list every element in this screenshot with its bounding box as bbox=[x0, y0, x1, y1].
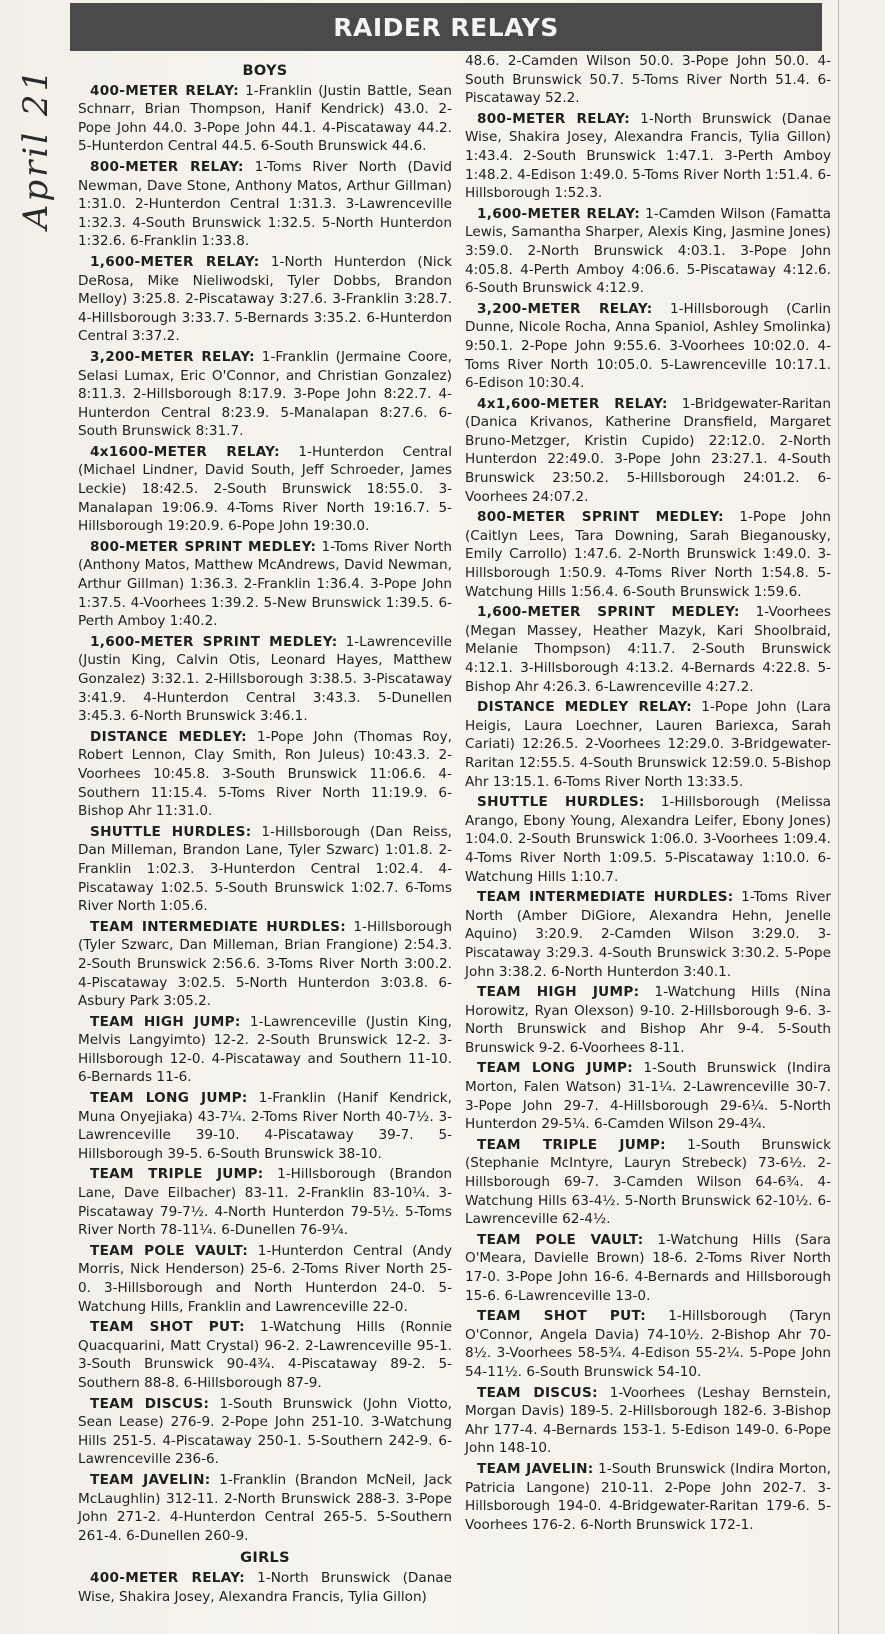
event-results: 1-Pope John (Caitlyn Lees, Tara Downing, Sarah Bieganousky, Emily Carrollo) 1:47.6. 2-North Brunswick 1:49.0. 3-Hillsborough 1:50.9. 4-Toms River North 1:54.8. 5-Watchung Hills 1:56.4. 6-South Brunswick 1:59.6. bbox=[465, 509, 831, 600]
result-entry bbox=[78, 253, 452, 346]
event-name: 400-METER RELAY: bbox=[90, 82, 239, 99]
result-entry bbox=[465, 205, 831, 298]
event-name: 1,600-METER RELAY: bbox=[90, 253, 260, 270]
event-name: SHUTTLE HURDLES: bbox=[90, 823, 252, 840]
boys-results-list bbox=[78, 82, 452, 1546]
result-entry bbox=[78, 443, 452, 536]
result-entry bbox=[78, 918, 452, 1011]
left-column bbox=[78, 60, 452, 1608]
event-name: 3,200-METER RELAY: bbox=[477, 300, 653, 317]
event-results: 1-North Brunswick (Danae Wise, Shakira Josey, Alexandra Francis, Tylia Gillon) bbox=[78, 1569, 453, 1605]
event-results: 1-Hillsborough (Melissa Arango, Ebony Young, Alexandra Leifer, Ebony Jones) 1:04.0. 2-South Brunswick 1:06.0. 3-Voorhees 1:09.4. 4-Toms River North 1:09.5. 5-Piscataway 1:10.0. 6-Watchung Hills 1:10.7. bbox=[465, 794, 832, 885]
event-name: TEAM LONG JUMP: bbox=[477, 1060, 634, 1077]
event-results: 1-North Hunterdon (Nick DeRosa, Mike Nieliwodski, Tyler Dobbs, Brandon Melloy) 3:25.8. 2-Piscataway 3:27.6. 3-Franklin 3:28.7. 4-Hillsborough 3:33.7. 5-Bernards 3:35.2. 6-Hunterdon Central 3:37.2. bbox=[78, 253, 452, 345]
event-results: 1-Hillsborough (Tyler Szwarc, Dan Milleman, Brian Frangione) 2:54.3. 2-South Brunswick 2:56.6. 3-Toms River North 3:00.2. 4-Piscataway 3:02.5. 5-North Hunterdon 3:03.8. 6-Asbury Park 3:05.2. bbox=[78, 918, 452, 1010]
result-entry bbox=[78, 348, 452, 441]
event-results: 1-Watchung Hills (Sara O'Meara, Davielle Brown) 18-6. 2-Toms River North 17-0. 3-Pope John 16-6. 4-Bernards and Hillsborough 15-6. 6-Lawrenceville 13-0. bbox=[465, 1231, 831, 1304]
event-results: 1-Franklin (Hanif Kendrick, Muna Onyejiaka) 43-7¼. 2-Toms River North 40-7½. 3-Lawrenceville 39-10. 4-Piscataway 39-7. 5-Hillsborough 39-5. 6-South Brunswick 38-10. bbox=[78, 1090, 452, 1162]
result-entry bbox=[465, 793, 831, 886]
result-entry bbox=[78, 1089, 452, 1163]
page-edge-line bbox=[838, 0, 839, 1634]
event-results: 1-South Brunswick (Stephanie McIntyre, Lauryn Strebeck) 73-6½. 2-Hillsborough 69-7. 3-Camden Wilson 64-6¾. 4-Watchung Hills 63-4½. 5-North Brunswick 62-10½. 6-Lawrenceville 62-4½. bbox=[465, 1136, 832, 1228]
result-entry bbox=[78, 823, 452, 916]
event-name: TEAM DISCUS: bbox=[477, 1384, 598, 1401]
event-results: 1-Voorhees (Megan Massey, Heather Mazyk, Kari Shoolbraid, Melanie Thompson) 4:11.7. 2-South Brunswick 4:12.1. 3-Hillsborough 4:13.2. 4-Bernards 4:22.8. 5-Bishop Ahr 4:26.3. 6-Lawrenceville 4:27.2. bbox=[465, 604, 831, 695]
result-entry bbox=[78, 1471, 452, 1545]
result-entry bbox=[78, 1318, 452, 1392]
event-results: 1-Voorhees (Leshay Bernstein, Morgan Davis) 189-5. 2-Hillsborough 182-6. 3-Bishop Ahr 177-4. 4-Bernards 153-1. 5-Edison 149-0. 6-Pope John 148-10. bbox=[465, 1384, 832, 1457]
event-name: TEAM TRIPLE JUMP: bbox=[90, 1166, 264, 1183]
event-name: TEAM POLE VAULT: bbox=[90, 1242, 249, 1259]
event-name: 800-METER RELAY: bbox=[477, 110, 630, 127]
result-entry bbox=[78, 1242, 452, 1316]
header-banner bbox=[70, 3, 822, 51]
result-continuation: 48.6. 2-Camden Wilson 50.0. 3-Pope John 50.0. 4-South Brunswick 50.7. 5-Toms River North 51.4. 6-Piscataway 52.2. bbox=[465, 53, 831, 107]
event-name: 4x1600-METER RELAY: bbox=[90, 443, 280, 460]
event-results: 1-Toms River North (Anthony Matos, Matthew McAndrews, David Newman, Arthur Gillman) 1:36.3. 2-Franklin 1:36.4. 3-Pope John 1:37.5. 4-Voorhees 1:39.2. 5-New Brunswick 1:39.5. 6-Perth Amboy 1:40.2. bbox=[78, 538, 452, 630]
event-results: 1-North Brunswick (Danae Wise, Shakira Josey, Alexandra Francis, Tylia Gillon) 1:43.4. 2-South Brunswick 1:47.1. 3-Perth Amboy 1:48.2. 4-Edison 1:49.0. 5-Toms River North 1:51.4. 6-Hillsborough 1:52.3. bbox=[465, 110, 832, 202]
event-name: 800-METER SPRINT MEDLEY: bbox=[90, 538, 317, 555]
event-results: 1-Bridgewater-Raritan (Danica Krivanos, Katherine Dransfield, Margaret Bruno-Metzger, Kristin Cupido) 22:12.0. 2-North Hunterdon 22:49.0. 3-Pope John 23:27.1. 4-South Brunswick 23:50.2. 5-Hillsborough 24:01.2. 6-Voorhees 24:07.2. bbox=[465, 395, 832, 505]
event-name: TEAM DISCUS: bbox=[90, 1395, 210, 1412]
event-results: 1-South Brunswick (John Viotto, Sean Lease) 276-9. 2-Pope John 251-10. 3-Watchung Hills 251-5. 4-Piscataway 250-1. 5-Southern 242-9. 6-Lawrenceville 236-6. bbox=[78, 1395, 452, 1468]
event-results: 1-Camden Wilson (Famatta Lewis, Samantha Sharper, Alexis King, Jasmine Jones) 3:59.0. 2-North Brunswick 4:03.1. 3-Pope John 4:05.8. 4-Perth Amboy 4:06.6. 5-Piscataway 4:12.6. 6-South Brunswick 4:12.9. bbox=[465, 205, 831, 297]
event-results: 1-Hillsborough (Taryn O'Connor, Angela Davia) 74-10½. 2-Bishop Ahr 70-8½. 3-Voorhees 58-5¾. 4-Edison 55-2¼. 5-Pope John 54-11½. 6-South Brunswick 54-10. bbox=[465, 1308, 831, 1380]
event-results: 1-Hillsborough (Brandon Lane, Dave Eilbacher) 83-11. 2-Franklin 83-10¼. 3-Piscataway 79-7½. 4-North Hunterdon 79-5½. 5-Toms River North 78-11¼. 6-Dunellen 76-9¼. bbox=[78, 1166, 452, 1239]
result-entry bbox=[78, 1013, 452, 1087]
event-name: TEAM POLE VAULT: bbox=[477, 1231, 644, 1248]
result-entry bbox=[465, 508, 831, 601]
event-results: 1-Hunterdon Central (Andy Morris, Nick Henderson) 25-6. 2-Toms River North 25-0. 3-Hillsborough and North Hunterdon 24-0. 5-Watchung Hills, Franklin and Lawrenceville 22-0. bbox=[78, 1242, 453, 1315]
result-entry bbox=[465, 888, 831, 981]
result-entry bbox=[465, 1231, 831, 1305]
event-results: 1-Pope John (Thomas Roy, Robert Lennon, Clay Smith, Ron Juleus) 10:43.3. 2-Voorhees 10:45.8. 3-South Brunswick 11:06.6. 4-Southern 11:15.4. 5-Toms River North 11:19.9. 6-Bishop Ahr 11:31.0. bbox=[78, 728, 452, 820]
event-results: 1-Lawrenceville (Justin King, Melvis Langyimto) 12-2. 2-South Brunswick 12-2. 3-Hillsborough 12-0. 4-Piscataway and Southern 11-10. 6-Bernards 11-6. bbox=[78, 1013, 452, 1086]
event-name: 4x1,600-METER RELAY: bbox=[477, 395, 668, 412]
event-results: 1-South Brunswick (Indira Morton, Falen Watson) 31-1¼. 2-Lawrenceville 30-7. 3-Pope John 29-7. 4-Hillsborough 29-6¼. 5-North Hunterdon 29-5¼. 6-Camden Wilson 29-4¾. bbox=[465, 1060, 831, 1133]
event-results: 1-Franklin (Jermaine Coore, Selasi Lumax, Eric O'Connor, and Christian Gonzalez) 8:11.3. 2-Hillsborough 8:17.9. 3-Pope John 8:22.7. 4-Hunterdon Central 8:23.9. 5-Manalapan 8:27.6. 6-South Brunswick 8:31.7. bbox=[78, 348, 452, 440]
event-name: TEAM INTERMEDIATE HURDLES: bbox=[477, 889, 734, 906]
result-entry bbox=[78, 1165, 452, 1239]
result-entry bbox=[78, 82, 452, 156]
event-name: TEAM JAVELIN: bbox=[477, 1460, 594, 1477]
event-results: 1-Franklin (Justin Battle, Sean Schnarr, Brian Thompson, Hanif Kendrick) 43.0. 2-Pope John 44.0. 3-Pope John 44.1. 4-Piscataway 44.2. 5-Hunterdon Central 44.5. 6-South Brunswick 44.6. bbox=[78, 82, 452, 155]
boys-heading: BOYS bbox=[242, 63, 288, 79]
handwritten-date-text: April 21 bbox=[16, 66, 57, 229]
result-entry bbox=[465, 395, 831, 507]
result-entry bbox=[465, 1384, 831, 1458]
event-name: 1,600-METER SPRINT MEDLEY: bbox=[90, 633, 338, 650]
right-column bbox=[465, 52, 831, 1536]
event-name: DISTANCE MEDLEY: bbox=[90, 728, 247, 745]
event-results: 1-Hillsborough (Dan Reiss, Dan Milleman, Brandon Lane, Tyler Szwarc) 1:01.8. 2-Franklin 1:02.3. 3-Hunterdon Central 1:02.4. 4-Piscataway 1:02.5. 5-South Brunswick 1:02.7. 6-Toms River North 1:05.6. bbox=[78, 823, 452, 915]
result-entry bbox=[78, 633, 452, 726]
event-results: 1-Franklin (Brandon McNeil, Jack McLaughlin) 312-11. 2-North Brunswick 288-3. 3-Pope John 271-2. 4-Hunterdon Central 265-5. 5-Southern 261-4. 6-Dunellen 260-9. bbox=[78, 1471, 453, 1544]
event-name: TEAM TRIPLE JUMP: bbox=[477, 1136, 666, 1153]
result-entry bbox=[78, 538, 452, 631]
result-entry bbox=[465, 1307, 831, 1381]
event-results: 1-Watchung Hills (Ronnie Quacquarini, Matt Crystal) 96-2. 2-Lawrenceville 95-1. 3-South Brunswick 90-4¾. 4-Piscataway 89-2. 5-Southern 88-8. 6-Hillsborough 87-9. bbox=[78, 1319, 453, 1391]
event-results: 1-Toms River North (David Newman, Dave Stone, Anthony Matos, Arthur Gillman) 1:31.0. 2-Hunterdon Central 1:31.3. 3-Lawrenceville 1:32.3. 4-South Brunswick 1:32.5. 5-North Hunterdon 1:32.6. 6-Franklin 1:33.8. bbox=[78, 158, 453, 250]
result-entry bbox=[465, 603, 831, 696]
event-name: SHUTTLE HURDLES: bbox=[477, 794, 645, 811]
event-results: 1-Toms River North (Amber DiGiore, Alexandra Hehn, Jenelle Aquino) 3:20.9. 2-Camden Wilson 3:29.0. 3-Piscataway 3:29.3. 4-South Brunswick 3:30.2. 5-Pope John 3:38.2. 6-North Hunterdon 3:40.1. bbox=[465, 889, 831, 980]
result-entry bbox=[465, 1460, 831, 1534]
girls-results-list bbox=[465, 110, 831, 1535]
event-results: 1-South Brunswick (Indira Morton, Patricia Langone) 210-11. 2-Pope John 202-7. 3-Hillsborough 194-0. 4-Bridgewater-Raritan 179-6. 5-Voorhees 176-2. 6-North Brunswick 172-1. bbox=[465, 1460, 831, 1533]
result-entry bbox=[78, 728, 452, 821]
event-name: 3,200-METER RELAY: bbox=[90, 348, 255, 365]
event-name: 800-METER RELAY: bbox=[90, 158, 244, 175]
event-name: TEAM LONG JUMP: bbox=[90, 1090, 248, 1107]
result-entry bbox=[78, 158, 452, 251]
result-entry bbox=[465, 1059, 831, 1133]
handwritten-date-note bbox=[16, 60, 56, 235]
result-entry bbox=[78, 1395, 452, 1469]
result-entry bbox=[78, 1569, 452, 1606]
event-name: TEAM HIGH JUMP: bbox=[90, 1013, 241, 1030]
page-title: RAIDER RELAYS bbox=[333, 12, 559, 42]
result-entry bbox=[465, 1136, 831, 1229]
event-results: 1-Hunterdon Central (Michael Lindner, David South, Jeff Schroeder, James Leckie) 18:42.5. 2-South Brunswick 18:55.0. 3-Manalapan 19:06.9. 4-Toms River North 19:16.7. 5-Hillsborough 19:20.9. 6-Pope John 19:30.0. bbox=[78, 443, 452, 535]
result-entry bbox=[465, 110, 831, 203]
result-entry bbox=[465, 698, 831, 791]
girls-heading: GIRLS bbox=[240, 1550, 290, 1567]
event-name: TEAM HIGH JUMP: bbox=[477, 984, 640, 1001]
event-name: 400-METER RELAY: bbox=[90, 1569, 245, 1586]
event-results: 1-Hillsborough (Carlin Dunne, Nicole Rocha, Anna Spaniol, Ashley Smolinka) 9:50.1. 2-Pope John 9:55.6. 3-Voorhees 10:02.0. 4-Toms River North 10:05.0. 5-Lawrenceville 10:17.1. 6-Edison 10:30.4. bbox=[465, 300, 831, 392]
event-results: 1-Lawrenceville (Justin King, Calvin Otis, Leonard Hayes, Matthew Gonzalez) 3:32.1. 2-Hillsborough 3:38.5. 3-Piscataway 3:41.9. 4-Hunterdon Central 3:43.3. 5-Dunellen 3:45.3. 6-North Brunswick 3:46.1. bbox=[78, 633, 452, 725]
event-name: 800-METER SPRINT MEDLEY: bbox=[477, 509, 724, 526]
event-results: 1-Pope John (Lara Heigis, Laura Loechner, Lauren Bariexca, Sarah Cariati) 12:26.5. 2-Voorhees 12:29.0. 3-Bridgewater-Raritan 12:55.5. 4-South Brunswick 12:59.0. 5-Bishop Ahr 13:15.1. 6-Toms River North 13:33.5. bbox=[465, 699, 831, 790]
result-entry bbox=[465, 983, 831, 1057]
event-name: 1,600-METER SPRINT MEDLEY: bbox=[477, 604, 740, 621]
event-results: 1-Watchung Hills (Nina Horowitz, Ryan Olexson) 9-10. 2-Hillsborough 9-6. 3-North Brunswick and Bishop Ahr 9-4. 5-South Brunswick 9-2. 6-Voorhees 8-11. bbox=[465, 984, 831, 1056]
event-name: TEAM INTERMEDIATE HURDLES: bbox=[90, 918, 346, 935]
event-name: TEAM SHOT PUT: bbox=[477, 1308, 647, 1325]
result-entry bbox=[465, 300, 831, 393]
event-name: TEAM JAVELIN: bbox=[90, 1471, 211, 1488]
event-name: DISTANCE MEDLEY RELAY: bbox=[477, 699, 693, 716]
event-name: 1,600-METER RELAY: bbox=[477, 205, 641, 222]
event-name: TEAM SHOT PUT: bbox=[90, 1319, 245, 1336]
